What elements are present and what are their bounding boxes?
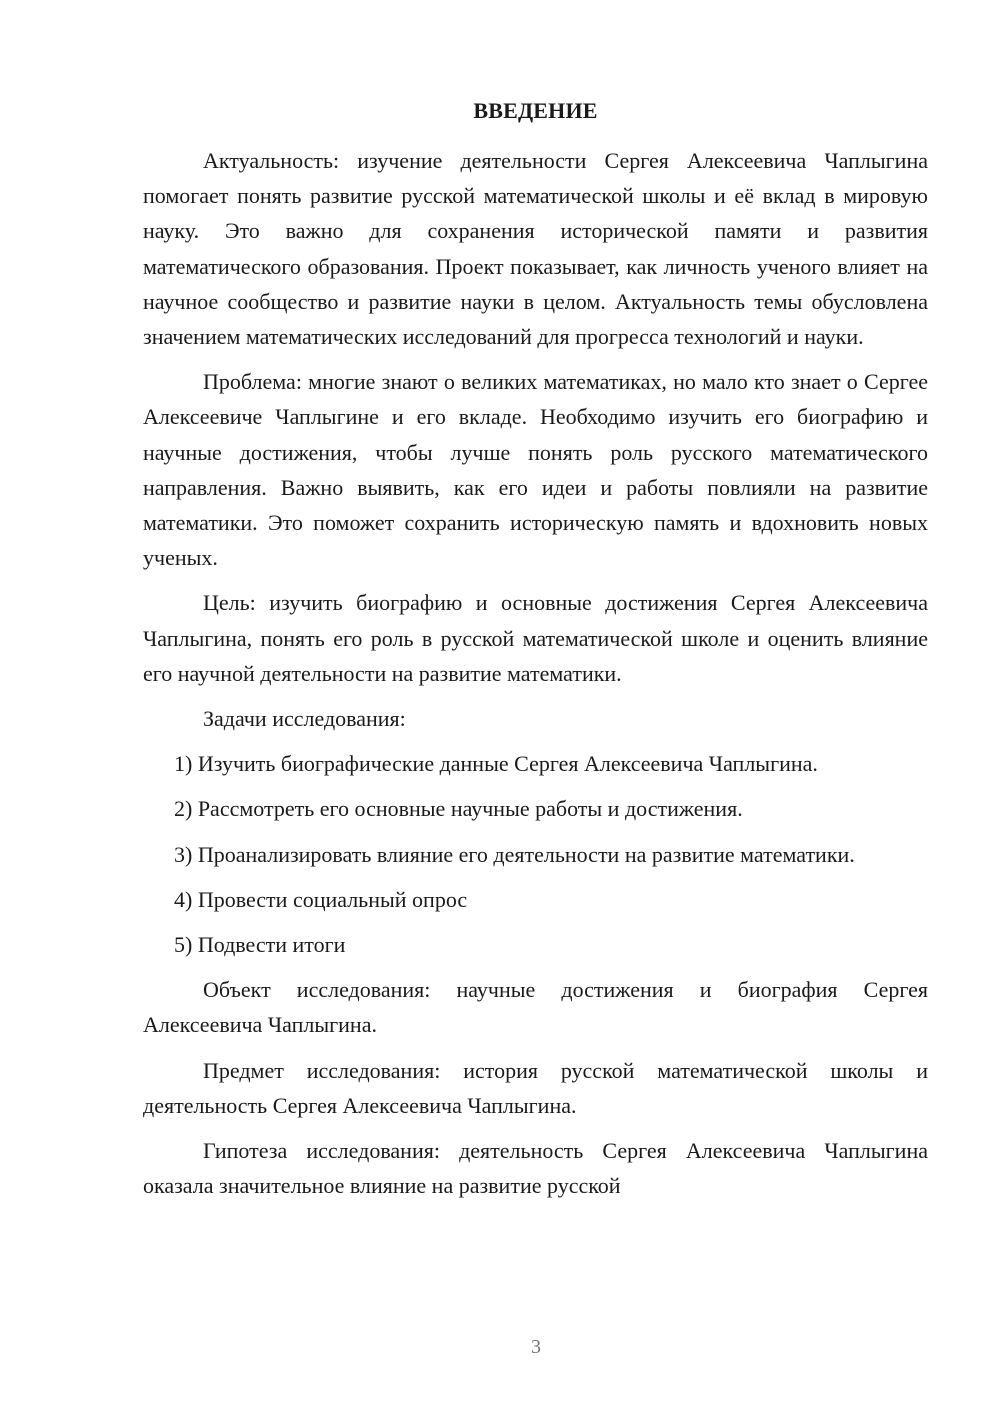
page-number: 3: [531, 1336, 541, 1358]
task-item-3: 3) Проанализировать влияние его деятельности на развитие математики.: [174, 841, 855, 867]
object-paragraph: Объект исследования: научные достижения и биография Сергея Алексеевича Чаплыгина.: [143, 977, 928, 1038]
relevance-paragraph: Актуальность: изучение деятельности Сергея Алексеевича Чаплыгина помогает понять развитие русской математической школы и её вклад в мировую науку. Это важно для сохранения исторической памяти и развития математического образования. Проект показывает, как личность ученого влияет на научное сообщество и развитие науки в целом. Актуальность темы обусловлена значением математических исследований для прогресса технологий и науки.: [143, 148, 928, 350]
problem-paragraph: Проблема: многие знают о великих математиках, но мало кто знает о Сергее Алексеевиче Чаплыгине и его вкладе. Необходимо изучить его биографию и научные достижения, чтобы лучше понять роль русского математического направления. Важно выявить, как его идеи и работы повлияли на развитие математики. Это поможет сохранить историческую память и вдохновить новых ученых.: [143, 369, 928, 571]
task-item-5: 5) Подвести итоги: [174, 932, 346, 958]
tasks-heading: Задачи исследования:: [203, 706, 406, 732]
goal-paragraph: Цель: изучить биографию и основные достижения Сергея Алексеевича Чаплыгина, понять его роль в русской математической школе и оценить влияние его научной деятельности на развитие математики.: [143, 590, 928, 686]
subject-paragraph: Предмет исследования: история русской математической школы и деятельность Сергея Алексеевича Чаплыгина.: [143, 1057, 928, 1118]
task-item-4: 4) Провести социальный опрос: [174, 886, 468, 912]
section-heading: ВВЕДЕНИЕ: [473, 98, 598, 123]
task-item-2: 2) Рассмотреть его основные научные работы и достижения.: [174, 796, 743, 822]
hypothesis-paragraph: Гипотеза исследования: деятельность Сергея Алексеевича Чаплыгина оказала значительное влияние на развитие русской: [143, 1138, 928, 1199]
task-item-1: 1) Изучить биографические данные Сергея Алексеевича Чаплыгина.: [174, 751, 818, 777]
document-body: [143, 143, 928, 1203]
